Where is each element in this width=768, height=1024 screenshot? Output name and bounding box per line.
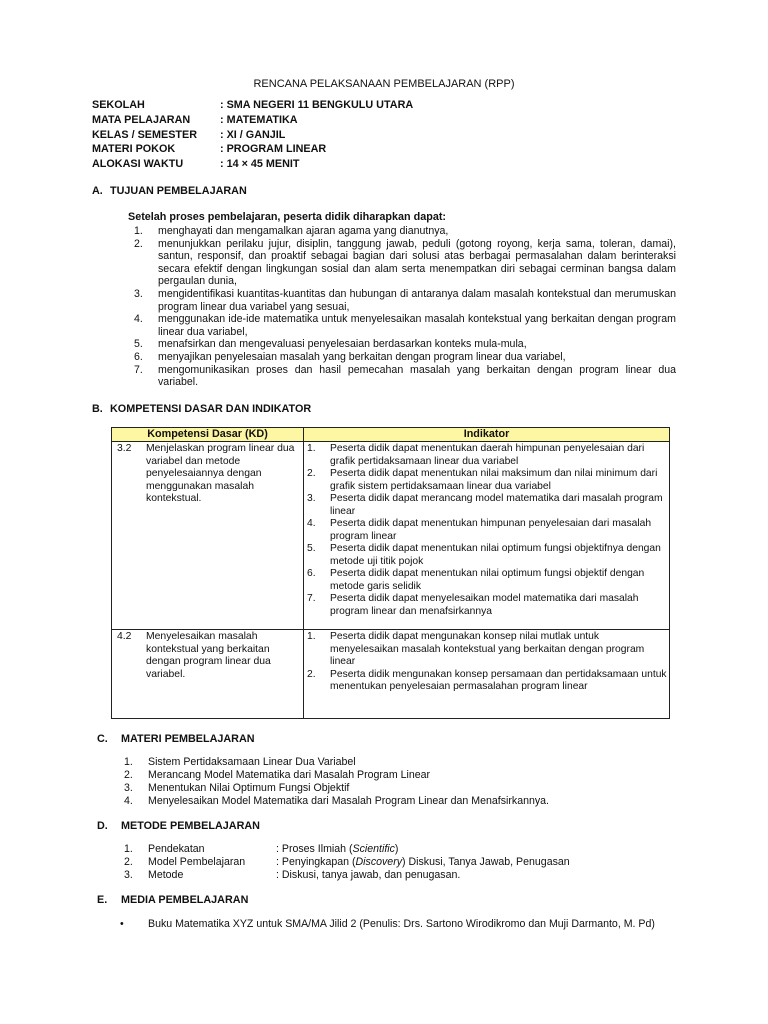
section-letter: A. xyxy=(92,185,103,197)
method-value: : Diskusi, tanya jawab, dan penugasan. xyxy=(276,869,461,881)
indicator-list xyxy=(304,630,669,695)
meta-row-alokasi-waktu xyxy=(92,158,300,170)
section-letter: E. xyxy=(97,894,108,906)
list-item xyxy=(304,543,667,568)
method-label: Model Pembelajaran xyxy=(148,856,246,868)
meta-label: SEKOLAH xyxy=(92,99,145,111)
kd-text: Menjelaskan program linear dua variabel dan metode penyelesaiannya dengan menggunakan masalah kontekstual. xyxy=(146,443,295,505)
list-item xyxy=(304,568,667,593)
table-row xyxy=(112,442,670,630)
meta-value: : PROGRAM LINEAR xyxy=(220,143,327,155)
meta-value: : MATEMATIKA xyxy=(220,114,298,126)
item-number: 1. xyxy=(307,443,316,454)
item-number: 1. xyxy=(307,631,316,642)
item-text: Peserta didik dapat menentukan daerah himpunan penyelesaian dari grafik pertidaksamaan linear dua variabel xyxy=(330,443,645,467)
meta-row-kelas-semester xyxy=(92,129,285,141)
item-number: 2. xyxy=(124,769,133,781)
method-value-italic: Scientific xyxy=(352,843,395,855)
section-title: MATERI PEMBELAJARAN xyxy=(121,733,255,745)
item-number: 7. xyxy=(134,363,143,376)
item-text: menggunakan ide-ide matematika untuk menyelesaikan masalah kontekstual yang berkaitan dengan program linear dua variabel, xyxy=(158,313,676,338)
kd-indicator-table xyxy=(111,427,670,719)
media-list-item xyxy=(120,918,675,931)
list-item xyxy=(124,869,570,882)
section-letter: D. xyxy=(97,820,108,832)
kd-cell xyxy=(112,630,304,719)
item-text: mengomunikasikan proses dan hasil pemecahan masalah yang berkaitan dengan program linear dua variabel. xyxy=(158,363,676,389)
item-number: 3. xyxy=(307,493,316,504)
method-value: : Penyingkapan ( xyxy=(276,856,356,868)
section-letter: C. xyxy=(97,733,108,745)
kd-number: 3.2 xyxy=(117,443,132,454)
section-title: METODE PEMBELAJARAN xyxy=(121,820,260,832)
section-title: KOMPETENSI DASAR DAN INDIKATOR xyxy=(110,403,312,415)
item-number: 2. xyxy=(124,856,133,868)
item-text: Peserta didik mengunakan konsep persamaan dan pertidaksamaan untuk menentukan penyelesaian permasalahan program linear xyxy=(330,668,667,692)
meta-value: : SMA NEGERI 11 BENGKULU UTARA xyxy=(220,99,414,111)
indicator-cell xyxy=(304,442,670,630)
item-text: Peserta didik dapat menentukan nilai optimum fungsi objektifnya dengan metode uji titik pojok xyxy=(330,543,661,567)
item-number: 2. xyxy=(307,468,316,479)
item-text: menghayati dan mengamalkan ajaran agama yang dianutnya, xyxy=(158,225,449,237)
item-text: Peserta didik dapat menentukan himpunan penyelesaian dari masalah program linear xyxy=(330,518,652,542)
section-c-heading xyxy=(97,733,255,746)
list-item xyxy=(304,669,667,694)
item-number: 4. xyxy=(307,518,316,529)
list-item xyxy=(128,225,676,238)
indicator-list xyxy=(304,442,669,619)
method-value-end: ) xyxy=(394,843,399,855)
meta-label: ALOKASI WAKTU xyxy=(92,158,184,170)
list-item xyxy=(124,843,570,856)
item-text: menyajikan penyelesaian masalah yang berkaitan dengan program linear dua variabel, xyxy=(158,350,566,363)
method-label: Pendekatan xyxy=(148,843,205,855)
list-item xyxy=(304,468,667,493)
meta-row-sekolah xyxy=(92,99,413,111)
item-text: menunjukkan perilaku jujur, disiplin, tanggung jawab, peduli (gotong royong, kerja sama, toleran, damai), santun, responsif, dan proaktif sebagai bagian dari solusi atas berbagai permasalahan dalam berinteraksi secara efektif dengan lingkungan sosial dan alam serta menempatkan diri sebagai cerminan bangsa dalam pergaulan dunia, xyxy=(158,237,676,288)
item-number: 1. xyxy=(124,843,133,855)
list-item xyxy=(304,518,667,543)
section-e-heading xyxy=(97,894,248,907)
item-text: Peserta didik dapat menentukan nilai maksimum dan nilai minimum dari grafik sistem pertidaksamaan linear dua variabel xyxy=(330,468,658,492)
item-text: Peserta didik dapat mengunakan konsep nilai mutlak untuk menyelesaikan masalah kontekstual yang berkaitan dengan program linear xyxy=(330,631,645,667)
kd-cell xyxy=(112,442,304,630)
list-item xyxy=(128,364,676,389)
item-number: 2. xyxy=(134,237,143,250)
kd-number: 4.2 xyxy=(117,631,132,642)
item-number: 6. xyxy=(307,568,316,579)
list-item xyxy=(124,782,549,795)
item-number: 5. xyxy=(134,338,143,351)
section-title: MEDIA PEMBELAJARAN xyxy=(121,894,249,906)
item-number: 3. xyxy=(124,869,133,881)
item-number: 1. xyxy=(134,225,143,237)
item-text: Peserta didik dapat menentukan nilai optimum fungsi objektif dengan metode garis selidik xyxy=(330,568,645,592)
column-header-kd: Kompetensi Dasar (KD) xyxy=(112,428,304,442)
table-header-row xyxy=(112,428,670,442)
item-number: 5. xyxy=(307,543,316,554)
method-label: Metode xyxy=(148,869,184,881)
item-number: 7. xyxy=(307,593,316,604)
list-item xyxy=(128,238,676,288)
table-row xyxy=(112,630,670,719)
list-item xyxy=(304,593,667,618)
objectives-list xyxy=(128,225,676,389)
list-item xyxy=(124,856,570,869)
section-d-heading xyxy=(97,820,260,833)
item-text: Sistem Pertidaksamaan Linear Dua Variabel xyxy=(148,756,356,768)
item-number: 6. xyxy=(134,350,143,363)
section-b-heading xyxy=(92,403,311,416)
list-item xyxy=(304,631,667,669)
meta-value: : 14 × 45 MENIT xyxy=(220,158,300,170)
list-item xyxy=(128,288,676,313)
list-item xyxy=(124,756,549,769)
section-a-heading xyxy=(92,185,247,198)
list-item xyxy=(128,338,676,351)
bullet-icon: • xyxy=(120,918,124,930)
method-value-end: ) Diskusi, Tanya Jawab, Penugasan xyxy=(402,856,570,868)
media-item-text: Buku Matematika XYZ untuk SMA/MA Jilid 2 (Penulis: Drs. Sartono Wirodikromo dan Muji Darmanto, M. Pd) xyxy=(148,918,655,930)
kd-text: Menyelesaikan masalah kontekstual yang berkaitan dengan program linear dua variabel. xyxy=(146,631,271,680)
meta-row-materi-pokok xyxy=(92,143,326,155)
item-text: Merancang Model Matematika dari Masalah Program Linear xyxy=(148,769,431,781)
indicator-cell xyxy=(304,630,670,719)
item-number: 3. xyxy=(134,287,143,300)
list-item xyxy=(304,493,667,518)
meta-label: KELAS / SEMESTER xyxy=(92,129,197,141)
method-value: : Proses Ilmiah ( xyxy=(276,843,353,855)
document-title: RENCANA PELAKSANAAN PEMBELAJARAN (RPP) xyxy=(253,78,515,90)
list-item xyxy=(304,443,667,468)
list-item xyxy=(128,313,676,338)
list-item xyxy=(124,769,549,782)
item-text: menafsirkan dan mengevaluasi penyelesaian berdasarkan konteks mula-mula, xyxy=(158,338,527,351)
item-number: 2. xyxy=(307,668,316,680)
item-number: 1. xyxy=(124,756,133,768)
item-number: 4. xyxy=(134,313,143,326)
method-value-italic: Discovery xyxy=(355,856,403,868)
item-text: Peserta didik dapat menyelesaikan model matematika dari masalah program linear dan menafsirkannya xyxy=(330,593,639,617)
item-text: Menyelesaikan Model Matematika dari Masalah Program Linear dan Menafsirkannya. xyxy=(148,795,549,807)
list-item xyxy=(124,795,549,808)
meta-row-mata-pelajaran xyxy=(92,114,298,126)
section-title: TUJUAN PEMBELAJARAN xyxy=(110,185,247,197)
item-text: Peserta didik dapat merancang model matematika dari masalah program linear xyxy=(330,493,663,517)
list-item xyxy=(128,351,676,364)
meta-value: : XI / GANJIL xyxy=(220,129,286,141)
materials-list xyxy=(124,756,549,808)
item-number: 4. xyxy=(124,795,133,807)
section-letter: B. xyxy=(92,403,103,415)
column-header-indikator: Indikator xyxy=(304,428,670,442)
item-text: mengidentifikasi kuantitas-kuantitas dan hubungan di antaranya dalam masalah kontekstual dan merumuskan program linear dua variabel yang sesuai, xyxy=(158,287,676,313)
meta-label: MATA PELAJARAN xyxy=(92,114,191,126)
item-number: 3. xyxy=(124,782,133,794)
meta-label: MATERI POKOK xyxy=(92,143,176,155)
item-text: Menentukan Nilai Optimum Fungsi Objektif xyxy=(148,782,350,794)
objectives-intro: Setelah proses pembelajaran, peserta didik diharapkan dapat: xyxy=(128,211,447,223)
methods-list xyxy=(124,843,570,882)
